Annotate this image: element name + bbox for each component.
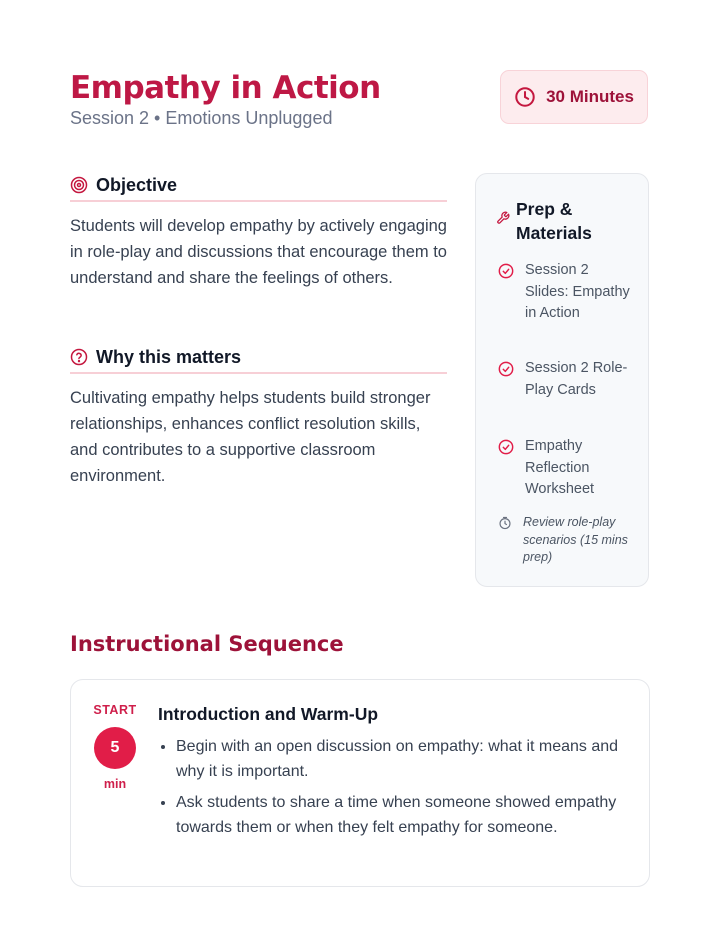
objective-heading: Objective [96, 174, 178, 195]
step-bullet-list [158, 734, 636, 846]
page-title: Empathy in Action [70, 70, 381, 106]
step-start-label: START [93, 703, 137, 717]
prep-note-text: Review role-play scenarios (15 mins prep) [523, 515, 628, 564]
prep-item [498, 260, 635, 325]
check-circle-icon [498, 361, 514, 401]
duration-text: 30 Minutes [546, 87, 634, 106]
prep-header [496, 197, 616, 245]
why-text: Cultivating empathy helps students build stronger relationships, enhances conflict resolution skills, and contributes to a supportive classroom environment. [70, 389, 431, 485]
step-bullet: • Begin with an open discussion on empathy: what it means and why it is important. [176, 734, 636, 784]
prep-note [498, 514, 633, 567]
prep-item [498, 436, 635, 501]
why-header [70, 342, 447, 374]
clock-icon [514, 86, 536, 108]
objective-header [70, 170, 447, 202]
wrench-icon [496, 211, 510, 245]
help-circle-icon [70, 348, 88, 366]
stopwatch-icon [498, 516, 512, 567]
prep-item-label: Session 2 Role-Play Cards [525, 360, 628, 398]
sequence-heading: Instructional Sequence [70, 632, 344, 656]
prep-heading: Prep & Materials [516, 199, 592, 243]
step-bullet: • Ask students to share a time when someone showed empathy towards them or when they felt empathy for someone. [176, 790, 636, 840]
page-subtitle: Session 2 • Emotions Unplugged [70, 108, 333, 128]
check-circle-icon [498, 439, 514, 501]
step-minutes-unit: min [103, 777, 127, 791]
why-heading: Why this matters [96, 346, 242, 367]
prep-materials-card [475, 173, 649, 587]
duration-badge [500, 70, 648, 124]
check-circle-icon [498, 263, 514, 325]
target-icon [70, 176, 88, 194]
prep-item-label: Session 2 Slides: Empathy in Action [525, 262, 630, 321]
sequence-step-card [70, 679, 650, 887]
objective-text: Students will develop empathy by actively engaging in role-play and discussions that encourage them to understand and share the feelings of others. [70, 217, 447, 287]
step-minutes-badge: 5 [94, 727, 136, 769]
step-title: Introduction and Warm-Up [158, 704, 379, 724]
prep-item [498, 358, 635, 401]
prep-item-label: Empathy Reflection Worksheet [525, 438, 595, 497]
